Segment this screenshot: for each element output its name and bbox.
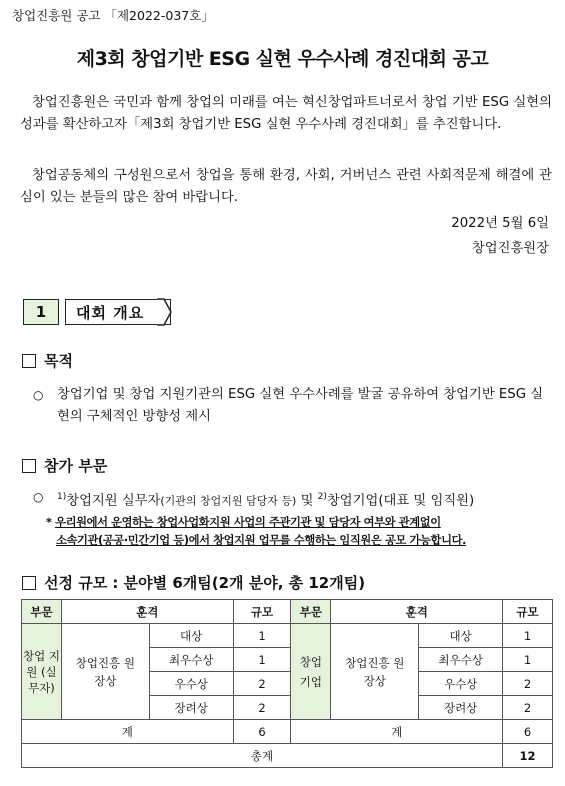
circle-bullet-icon: ○ bbox=[33, 490, 44, 504]
page-title: 제3회 창업기반 ESG 실현 우수사례 경진대회 공고 bbox=[76, 48, 489, 70]
total-row bbox=[22, 744, 553, 768]
subtotal-label-right: 계 bbox=[291, 720, 503, 744]
category-heading-text: 참가 부문 bbox=[44, 457, 108, 475]
prize-cell: 최우수상 bbox=[419, 648, 503, 672]
scale-heading-text: 선정 규모 : 분야별 6개팀(2개 분야, 총 12개팀) bbox=[44, 574, 366, 592]
intro-paragraph-1: 창업진흥원은 국민과 함께 창업의 미래를 여는 혁신창업파트너로서 창업 기반 ESG 실현의 성과를 확산하고자「제3회 창업기반 ESG 실현 우수사례 경진대회」를 추진합니다. bbox=[20, 95, 552, 132]
header-award: 훈격 bbox=[331, 600, 503, 624]
left-award-text: 창업진흥 원장상 bbox=[75, 655, 135, 688]
purpose-text: 창업기업 및 창업 지원기관의 ESG 실현 우수사례를 발굴 공유하여 창업기반 ESG 실현의 구체적인 방향성 제시 bbox=[57, 387, 544, 424]
header-count: 규모 bbox=[233, 600, 291, 624]
category-and: 및 bbox=[300, 493, 314, 509]
count-cell: 2 bbox=[503, 672, 553, 696]
count-cell: 1 bbox=[503, 624, 553, 648]
left-award-cell bbox=[61, 624, 149, 720]
prize-cell: 대상 bbox=[149, 624, 233, 648]
section-title bbox=[65, 299, 171, 325]
total-value: 12 bbox=[503, 744, 553, 768]
count-cell: 1 bbox=[233, 648, 291, 672]
purpose-bullet bbox=[33, 384, 553, 428]
folded-corner-icon bbox=[156, 298, 172, 326]
count-cell: 2 bbox=[503, 696, 553, 720]
right-category-text: 창업 기업 bbox=[299, 654, 323, 689]
document-number: 창업진흥원 공고 「제2022-037호」 bbox=[12, 8, 214, 23]
header-award: 훈격 bbox=[61, 600, 233, 624]
prize-cell: 대상 bbox=[419, 624, 503, 648]
scale-heading bbox=[22, 572, 365, 593]
section-header bbox=[23, 298, 171, 326]
category-bullet bbox=[33, 486, 553, 512]
category-item-2: 창업기업(대표 및 임직원) bbox=[326, 493, 475, 509]
prize-cell: 최우수상 bbox=[149, 648, 233, 672]
count-cell: 2 bbox=[233, 696, 291, 720]
category-item-1-paren: (기관의 창업지원 담당자 등) bbox=[160, 494, 297, 508]
table-row bbox=[22, 624, 553, 648]
header-category: 부문 bbox=[22, 600, 62, 624]
purpose-heading-text: 목적 bbox=[44, 352, 73, 370]
prize-cell: 우수상 bbox=[149, 672, 233, 696]
section-title-text: 대회 개요 bbox=[76, 303, 145, 322]
section-number: 1 bbox=[23, 299, 59, 325]
checkbox-square-icon bbox=[22, 354, 36, 368]
note-star: * bbox=[46, 516, 52, 529]
subtotal-value-left: 6 bbox=[233, 720, 291, 744]
subtotal-value-right: 6 bbox=[503, 720, 553, 744]
note-line-1: 우리원에서 운영하는 창업사업화지원 사업의 주관기관 및 담당자 여부와 관계없이 bbox=[55, 516, 441, 529]
purpose-heading bbox=[22, 350, 73, 371]
prize-cell: 우수상 bbox=[419, 672, 503, 696]
left-category-cell bbox=[22, 624, 62, 720]
category-heading bbox=[22, 455, 107, 476]
category-item-1: 창업지원 실무자 bbox=[66, 493, 161, 509]
subtotal-label-left: 계 bbox=[22, 720, 234, 744]
right-category-cell bbox=[291, 624, 331, 720]
header-count: 규모 bbox=[503, 600, 553, 624]
footnote-2: 2) bbox=[317, 492, 327, 502]
count-cell: 1 bbox=[233, 624, 291, 648]
checkbox-square-icon bbox=[22, 576, 36, 590]
intro-paragraph-2: 창업공동체의 구성원으로서 창업을 통해 환경, 사회, 거버넌스 관련 사회적문제 해결에 관심이 있는 분들의 많은 참여 바랍니다. bbox=[20, 168, 552, 205]
circle-bullet-icon: ○ bbox=[33, 388, 44, 402]
subtotal-row bbox=[22, 720, 553, 744]
count-cell: 2 bbox=[233, 672, 291, 696]
checkbox-square-icon bbox=[22, 459, 36, 473]
prize-cell: 장려상 bbox=[419, 696, 503, 720]
announcement-date: 2022년 5월 6일 bbox=[451, 216, 549, 231]
table-header-row bbox=[22, 600, 553, 624]
note-line-2: 소속기관(공공·민간기업 등)에서 창업지원 업무를 수행하는 임직원은 공모 가능합니다. bbox=[56, 534, 466, 547]
prize-cell: 장려상 bbox=[149, 696, 233, 720]
left-category-text: 창업 지원 (실무자) bbox=[22, 648, 60, 695]
eligibility-note bbox=[46, 514, 551, 550]
header-category: 부문 bbox=[291, 600, 331, 624]
category-text bbox=[57, 486, 474, 512]
signer: 창업진흥원장 bbox=[471, 241, 549, 256]
right-award-cell bbox=[331, 624, 419, 720]
award-table bbox=[21, 599, 553, 768]
right-award-text: 창업진흥 원장상 bbox=[345, 655, 405, 688]
footnote-1: 1) bbox=[57, 492, 67, 502]
total-label: 총계 bbox=[22, 744, 503, 768]
count-cell: 1 bbox=[503, 648, 553, 672]
